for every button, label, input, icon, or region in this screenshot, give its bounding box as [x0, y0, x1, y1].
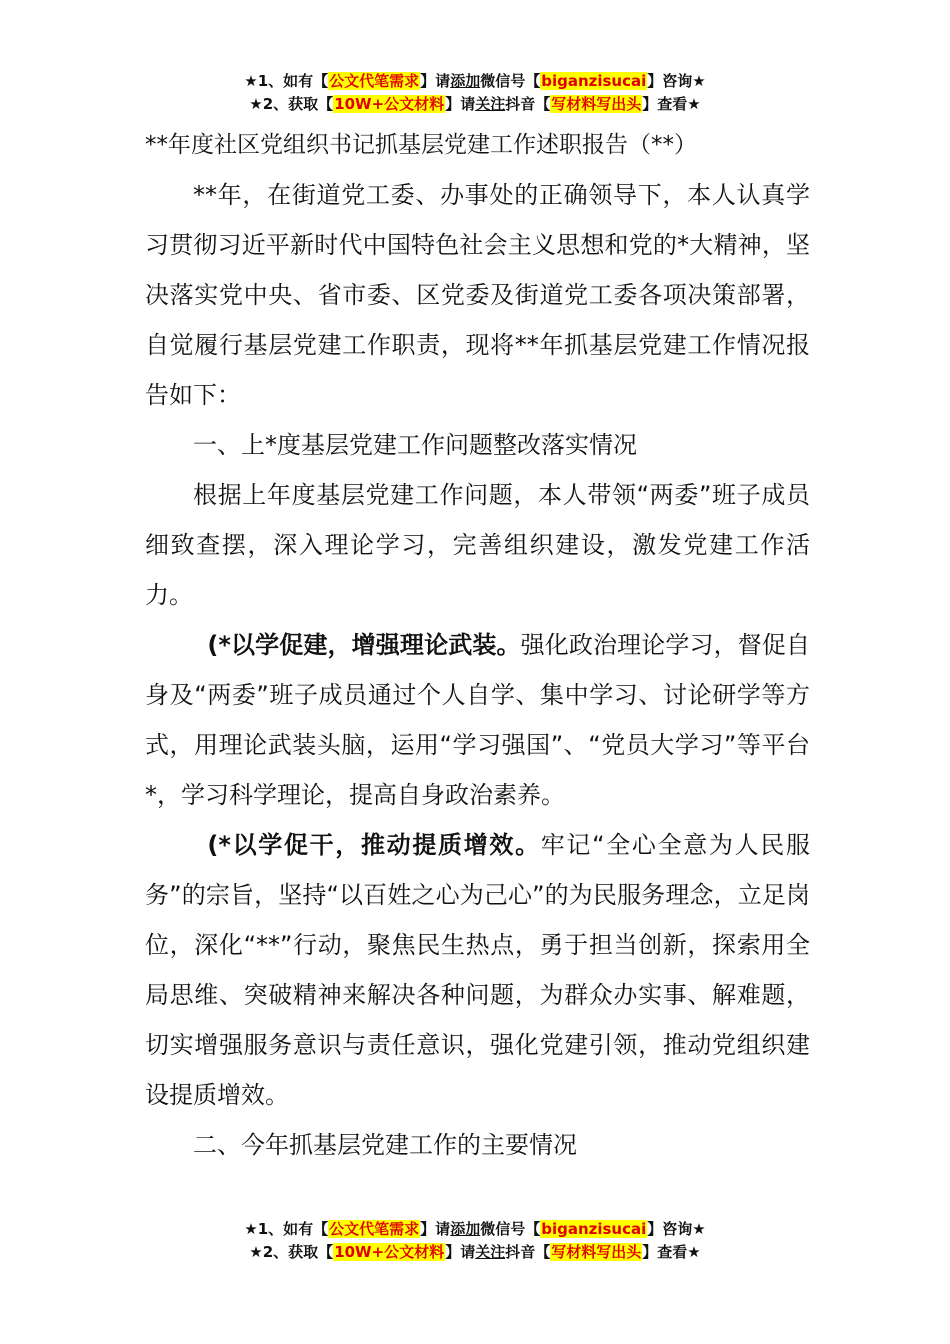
bottom-banner — [0, 1218, 950, 1264]
paragraph-intro: **年，在街道党工委、办事处的正确领导下，本人认真学习贯彻习近平新时代中国特色社会主义思想和党的*大精神，坚决落实党中央、省市委、区党委及街道党工委各项决策部署，自觉履行基层党建工作职责，现将**年抓基层党建工作情况报告如下： — [145, 181, 810, 409]
paragraph-3-lead: (*以学促建，增强理论武装。 — [207, 631, 521, 659]
banner-text: 抖音【 — [505, 95, 551, 113]
banner-wechat-id: biganzisucai — [541, 1220, 647, 1238]
banner-line-2 — [0, 1241, 950, 1264]
banner-highlight: 10W+公文材料 — [334, 95, 445, 113]
banner-text: ★1、如有【 — [244, 72, 329, 90]
banner-underline: 添加 — [450, 1220, 481, 1238]
paragraph-4-text: 牢记“全心全意为人民服务”的宗旨，坚持“以百姓之心为己心”的为民服务理念，立足岗位，深化“**”行动，聚焦民生热点，勇于担当创新，探索用全局思维、突破精神来解决各种问题，为群众办实事、解难题，切实增强服务意识与责任意识，强化党建引领，推动党组织建设提质增效。 — [145, 831, 810, 1109]
banner-douyin-id: 写材料写出头 — [551, 95, 642, 113]
top-banner — [0, 70, 950, 116]
banner-text: 】咨询★ — [647, 72, 706, 90]
paragraph-4 — [145, 820, 810, 1120]
banner-underline: 关注 — [475, 95, 506, 113]
banner-highlight: 10W+公文材料 — [334, 1243, 445, 1261]
banner-text: 】请 — [420, 1220, 451, 1238]
banner-text: 微信号【 — [480, 1220, 541, 1238]
banner-text: ★1、如有【 — [244, 1220, 329, 1238]
banner-text: 】请 — [445, 95, 476, 113]
banner-text: 】查看★ — [642, 95, 701, 113]
banner-text: ★2、获取【 — [249, 95, 334, 113]
banner-underline: 关注 — [475, 1243, 506, 1261]
banner-highlight: 公文代笔需求 — [329, 1220, 420, 1238]
banner-text: 】咨询★ — [647, 1220, 706, 1238]
banner-wechat-id: biganzisucai — [541, 72, 647, 90]
banner-text: 】请 — [445, 1243, 476, 1261]
paragraph-3-text: 强化政治理论学习，督促自身及“两委”班子成员通过个人自学、集中学习、讨论研学等方式，用理论武装头脑，运用“学习强国”、“党员大学习”等平台*，学习科学理论，提高自身政治素养。 — [145, 631, 810, 809]
document-body — [145, 170, 810, 1170]
paragraph-3 — [145, 620, 810, 820]
banner-text: 】查看★ — [642, 1243, 701, 1261]
section-heading-1: 一、上*度基层党建工作问题整改落实情况 — [193, 431, 637, 459]
paragraph-2: 根据上年度基层党建工作问题，本人带领“两委”班子成员细致查摆，深入理论学习，完善组织建设，激发党建工作活力。 — [145, 481, 810, 609]
banner-line-2 — [0, 93, 950, 116]
banner-text: 微信号【 — [480, 72, 541, 90]
document-title: **年度社区党组织书记抓基层党建工作述职报告（**） — [145, 132, 697, 158]
banner-text: 抖音【 — [505, 1243, 551, 1261]
banner-text: ★2、获取【 — [249, 1243, 334, 1261]
banner-underline: 添加 — [450, 72, 481, 90]
banner-line-1 — [0, 1218, 950, 1241]
banner-text: 】请 — [420, 72, 451, 90]
banner-line-1 — [0, 70, 950, 93]
banner-highlight: 公文代笔需求 — [329, 72, 420, 90]
paragraph-4-lead: (*以学促干，推动提质增效。 — [207, 831, 541, 859]
banner-douyin-id: 写材料写出头 — [551, 1243, 642, 1261]
section-heading-2: 二、今年抓基层党建工作的主要情况 — [193, 1131, 577, 1159]
